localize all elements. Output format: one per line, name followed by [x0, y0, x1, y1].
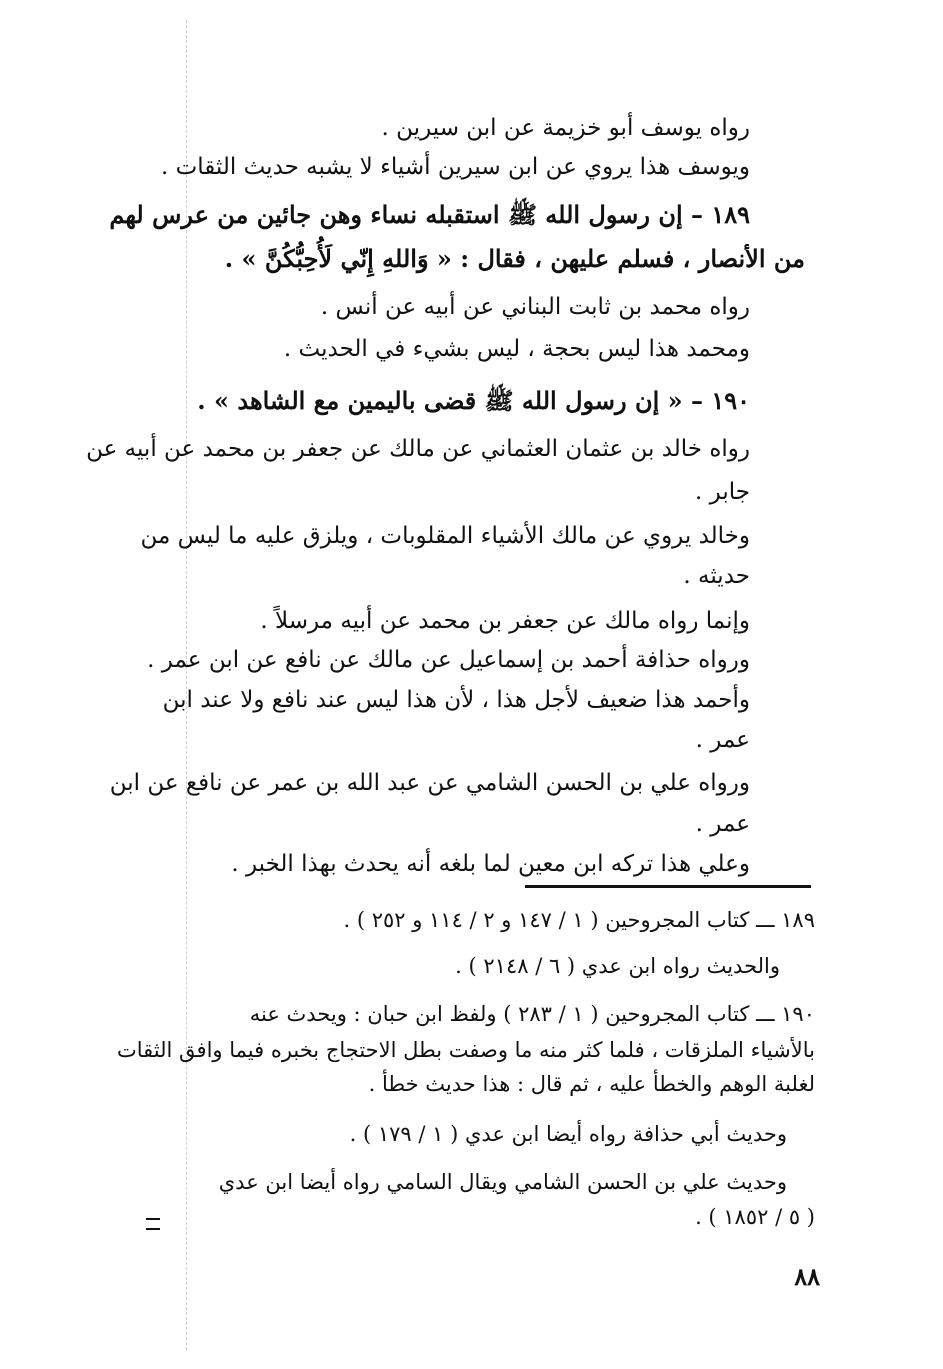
body-line: عمر .: [695, 811, 750, 837]
body-line: ويوسف هذا يروي عن ابن سيرين أشياء لا يشبه حديث الثقات .: [161, 154, 750, 180]
body-line: ورواه حذافة أحمد بن إسماعيل عن مالك عن نافع عن ابن عمر .: [147, 647, 750, 673]
page-number: ٨٨: [794, 1262, 820, 1291]
footnote-line: والحديث رواه ابن عدي ( ٦ / ٢١٤٨ ) .: [455, 954, 780, 978]
body-line: حديثه .: [683, 563, 750, 589]
body-line: ومحمد هذا ليس بحجة ، ليس بشيء في الحديث .: [283, 336, 750, 362]
hadith-189-heading: ١٨٩ – إن رسول الله ﷺ استقبله نساء وهن جائين من عرس لهم: [109, 200, 750, 229]
footnote-separator: [525, 885, 811, 888]
body-line: ورواه علي بن الحسن الشامي عن عبد الله بن عمر عن نافع عن ابن: [109, 770, 750, 796]
body-line: رواه خالد بن عثمان العثماني عن مالك عن جعفر بن محمد عن أبيه عن: [86, 436, 750, 462]
body-line: وخالد يروي عن مالك الأشياء المقلوبات ، ويلزق عليه ما ليس من: [140, 523, 750, 549]
footnote-line: ١٨٩ ـــ كتاب المجروحين ( ١ / ١٤٧ و ٢ / ١١٤ و ٢٥٢ ) .: [343, 908, 815, 932]
body-line: عمر .: [695, 727, 750, 753]
body-line: وعلي هذا تركه ابن معين لما بلغه أنه يحدث بهذا الخبر .: [231, 851, 750, 877]
footnote-line: بالأشياء الملزقات ، فلما كثر منه ما وصفت بطل الاحتجاج بخبره فيما وافق الثقات: [116, 1038, 815, 1062]
body-line: رواه يوسف أبو خزيمة عن ابن سيرين .: [381, 115, 750, 141]
hadith-189-heading-cont: من الأنصار ، فسلم عليهن ، فقال : « وَاللهِ إِنّي لَأُحِبُّكُنَّ » .: [224, 244, 805, 273]
footnote-line: لغلبة الوهم والخطأ عليه ، ثم قال : هذا حديث خطأ .: [368, 1072, 815, 1096]
footnote-line: ١٩٠ ـــ كتاب المجروحين ( ١ / ٢٨٣ ) ولفظ ابن حبان : ويحدث عنه: [249, 1002, 815, 1026]
continuation-mark: [146, 1218, 160, 1230]
footnote-line: ( ٥ / ١٨٥٢ ) .: [695, 1205, 815, 1229]
hadith-190-heading: ١٩٠ – « إن رسول الله ﷺ قضى باليمين مع الشاهد » .: [197, 386, 750, 415]
footnote-line: وحديث علي بن الحسن الشامي ويقال السامي رواه أيضا ابن عدي: [218, 1170, 787, 1194]
footnote-line: وحديث أبي حذافة رواه أيضا ابن عدي ( ١ / ١٧٩ ) .: [349, 1122, 787, 1146]
body-line: جابر .: [695, 479, 750, 505]
body-line: وإنما رواه مالك عن جعفر بن محمد عن أبيه مرسلاً .: [260, 608, 750, 634]
body-line: وأحمد هذا ضعيف لأجل هذا ، لأن هذا ليس عند نافع ولا عند ابن: [162, 687, 750, 713]
body-line: رواه محمد بن ثابت البناني عن أبيه عن أنس .: [320, 294, 750, 320]
